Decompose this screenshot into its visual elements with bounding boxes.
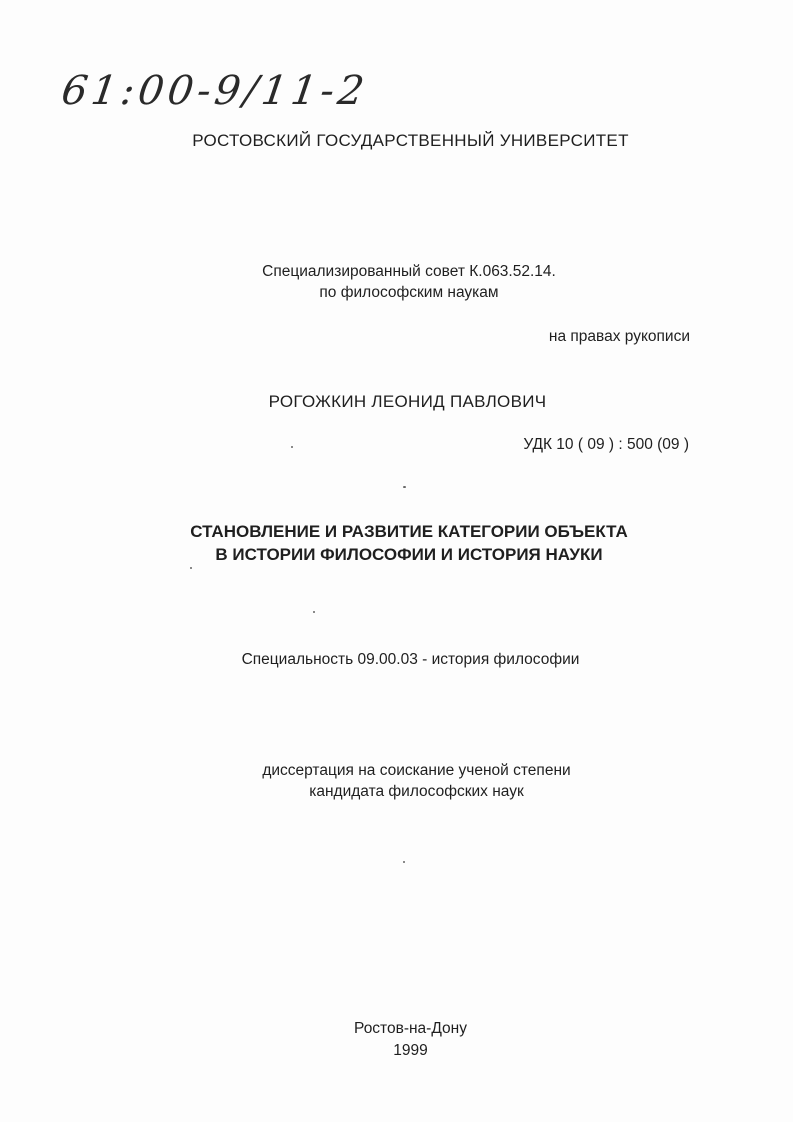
handwritten-catalog-number: 61:00-9/11-2 [58,68,371,114]
scan-speck [313,611,315,613]
thesis-title-line-2: В ИСТОРИИ ФИЛОСОФИИ И ИСТОРИЯ НАУКИ [215,545,603,564]
dissertation-line-2: кандидата философских наук [309,783,524,800]
scan-speck [403,861,405,863]
scan-speck [190,567,192,569]
udk-code: УДК 10 ( 09 ) : 500 (09 ) [523,436,689,453]
council-line-2: по философским наукам [319,284,499,301]
author-name: РОГОЖКИН ЛЕОНИД ПАВЛОВИЧ [268,392,547,411]
council-line-1: Специализированный совет К.063.52.14. [262,263,556,280]
city-name: Ростов-на-Дону [354,1020,467,1037]
dissertation-line-1: диссертация на соискание ученой степени [262,762,571,779]
year: 1999 [393,1042,428,1059]
manuscript-note: на правах рукописи [548,328,690,345]
scan-speck [403,486,406,488]
scan-speck [291,446,293,448]
specialty-line: Специальность 09.00.03 - история философии [241,651,580,668]
thesis-title-line-1: СТАНОВЛЕНИЕ И РАЗВИТИЕ КАТЕГОРИИ ОБЪЕКТА [190,522,628,541]
university-name: РОСТОВСКИЙ ГОСУДАРСТВЕННЫЙ УНИВЕРСИТЕТ [192,131,629,150]
